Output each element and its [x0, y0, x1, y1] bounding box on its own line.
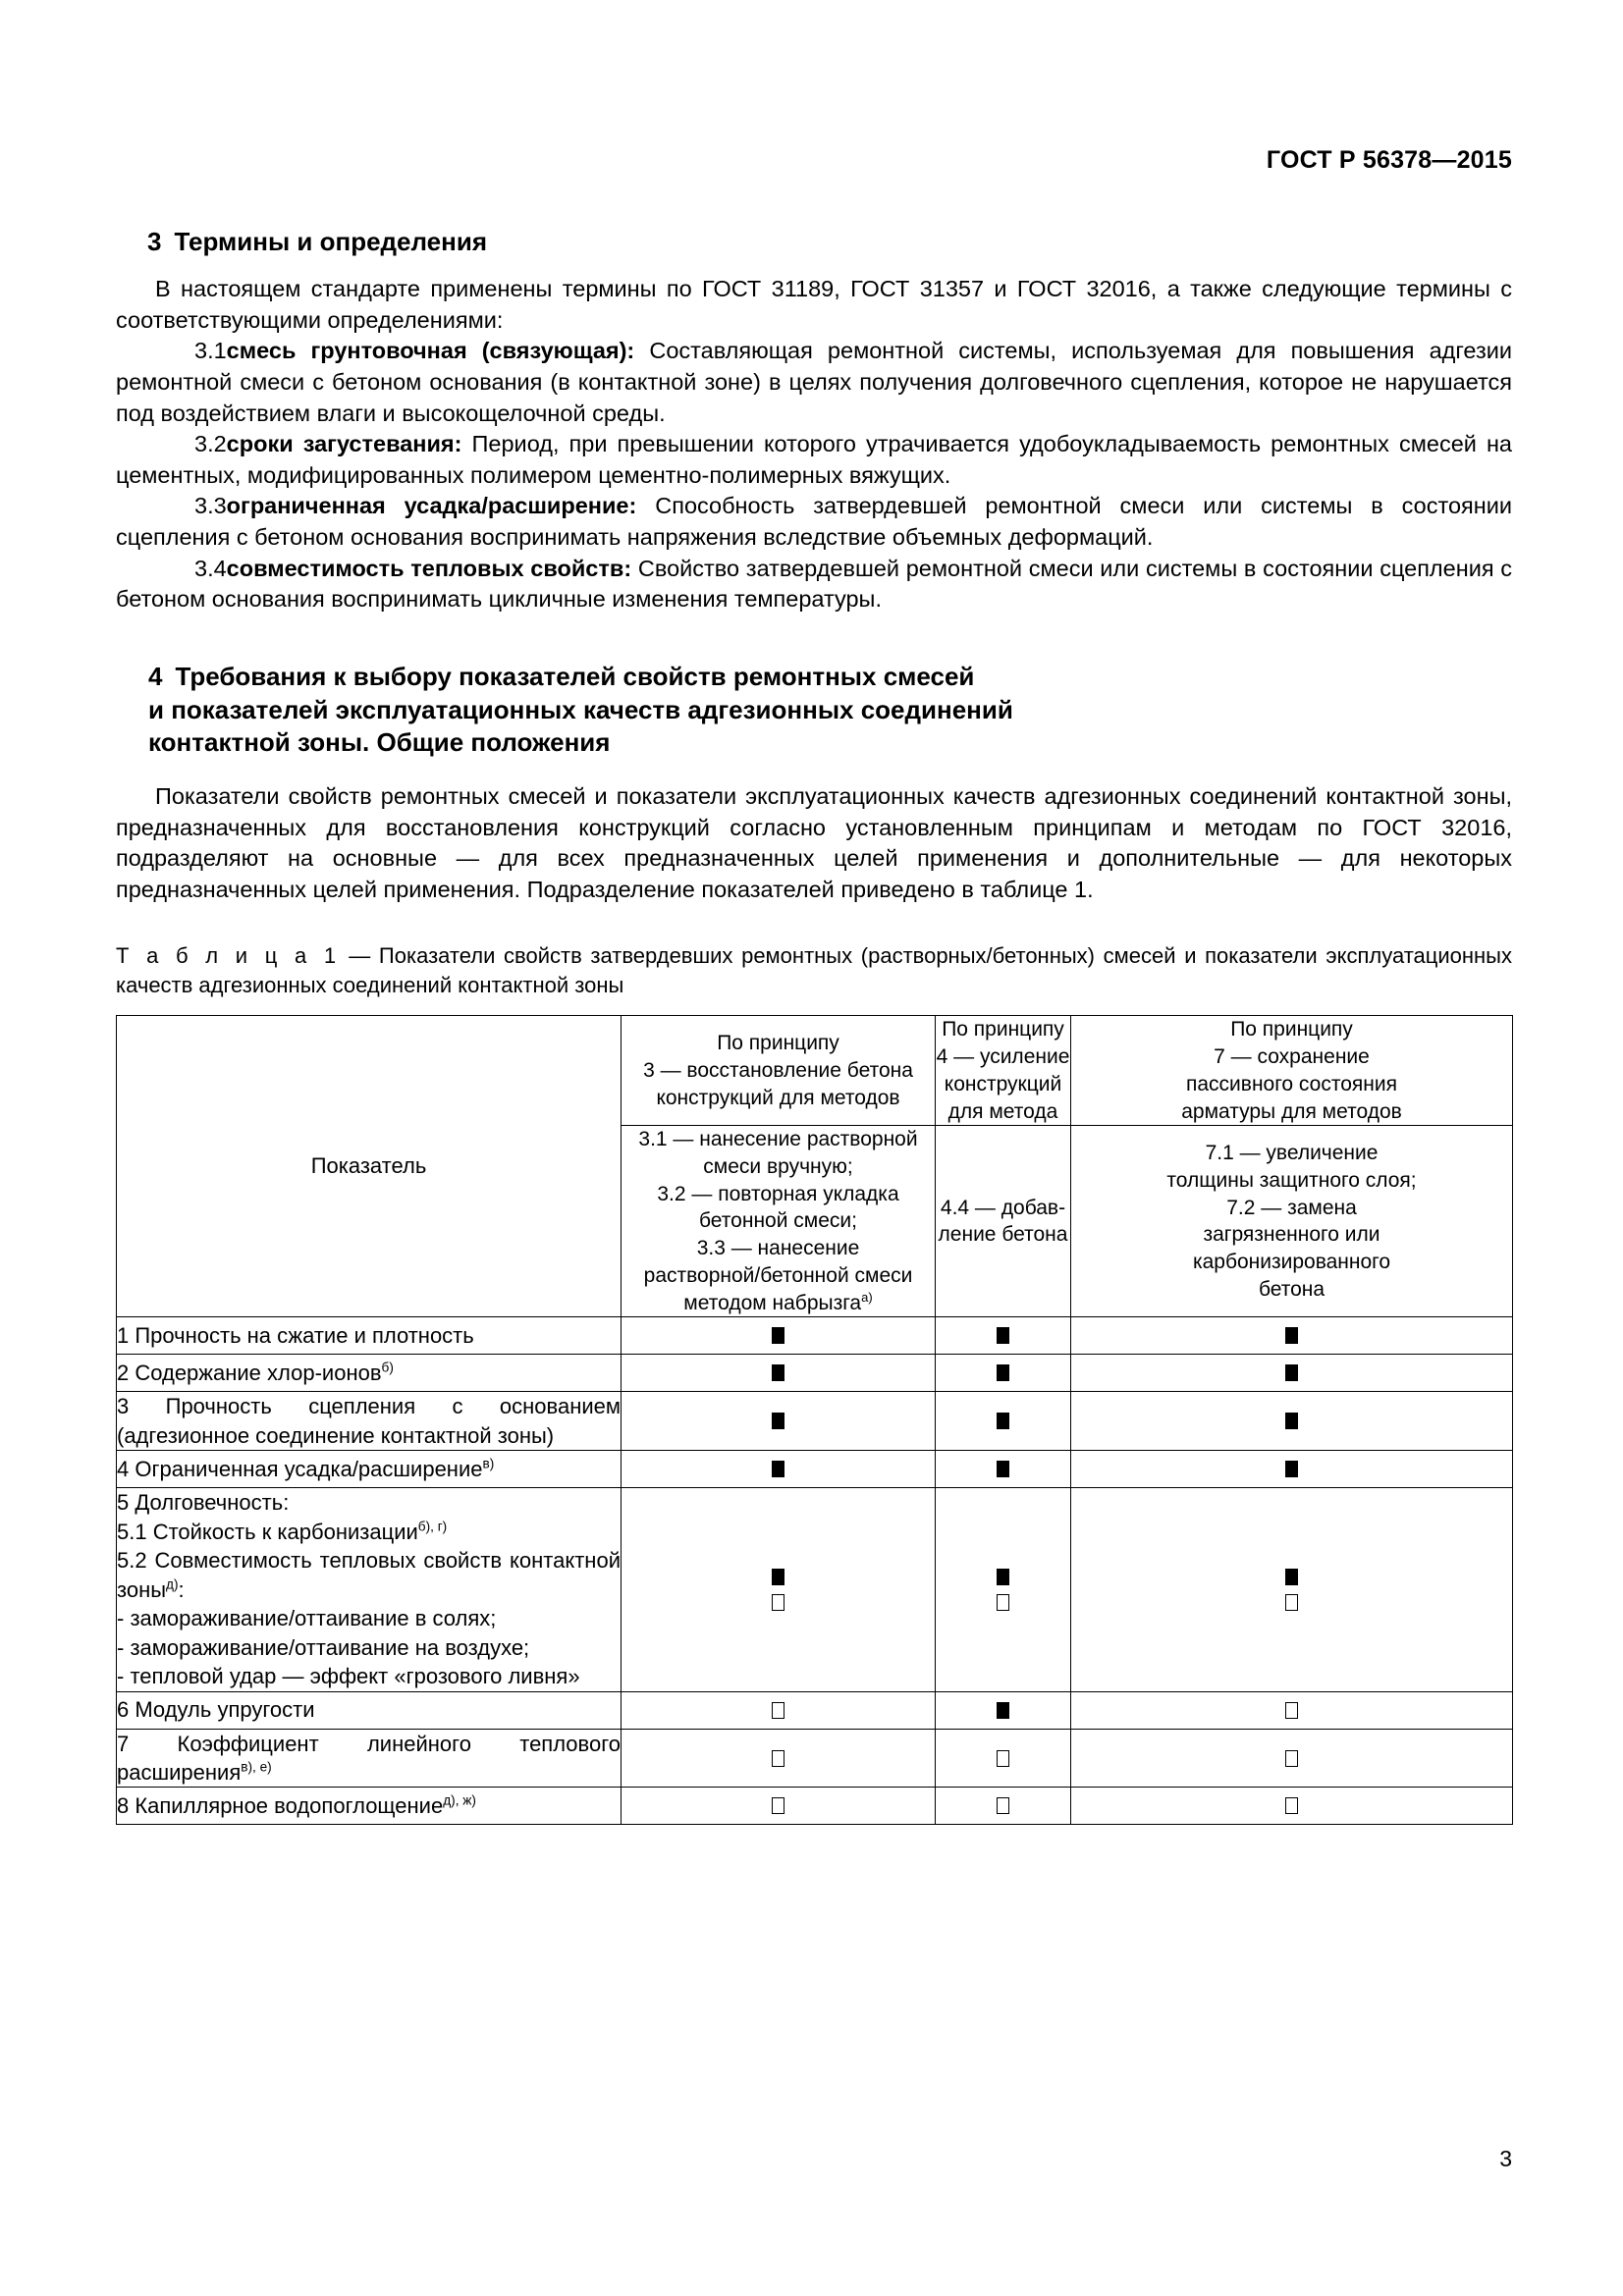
- heading-section-4-title-line3: контактной зоны. Общие положения: [148, 727, 611, 758]
- row-4-mark-principle-4: [936, 1451, 1071, 1488]
- term-3-1-name: смесь грунтовочная (связующая):: [226, 338, 635, 364]
- row-6-mark-principle-7: [1071, 1691, 1513, 1729]
- heading-section-3: [116, 226, 1512, 259]
- term-3-2-number: 3.2: [194, 431, 227, 457]
- row-4-label: 4 Ограниченная усадка/расширение$^{в)}$: [117, 1451, 622, 1488]
- table-header-principle-4: По принципу 4 — усиление конструкций для метода: [936, 1016, 1071, 1126]
- term-3-2: [116, 429, 1512, 491]
- table-header-row-principles: [117, 1016, 1513, 1126]
- row-4-mark-principle-3: [622, 1451, 936, 1488]
- mark-empty-icon: [772, 1594, 784, 1611]
- row-3-mark-principle-4: [936, 1392, 1071, 1451]
- mark-empty-icon: [772, 1750, 784, 1767]
- heading-section-4: [116, 661, 1512, 760]
- term-3-4-number: 3.4: [194, 555, 227, 581]
- footnote-ref-ve: в), е): [241, 1759, 272, 1775]
- term-3-2-definition: Период, при превышении которого утрачивается удобоукладываемость ремонтных смесей на цементных, модифицированных полимером цементно-полимерных вяжущих.: [116, 431, 1512, 488]
- heading-section-3-title: Термины и определения: [174, 226, 487, 256]
- mark-empty-icon: [1285, 1594, 1298, 1611]
- mark-filled-icon: [997, 1702, 1009, 1719]
- mark-empty-icon: [997, 1594, 1009, 1611]
- footnote-ref-dzh: д), ж): [443, 1792, 476, 1808]
- section-3-intro: В настоящем стандарте применены термины по ГОСТ 31189, ГОСТ 31357 и ГОСТ 32016, а также следующие термины с соответствующими определениями:: [116, 276, 1512, 333]
- mark-filled-icon: [997, 1327, 1009, 1344]
- mark-empty-icon: [1285, 1750, 1298, 1767]
- table-1-caption: [116, 941, 1512, 1000]
- table-row: [117, 1392, 1513, 1451]
- row-5-mark-principle-4: [936, 1488, 1071, 1691]
- mark-empty-icon: [1285, 1797, 1298, 1814]
- row-1-mark-principle-4: [936, 1317, 1071, 1355]
- row-5-mark-principle-7: [1071, 1488, 1513, 1691]
- footnote-ref-a: а): [861, 1289, 873, 1305]
- row-6-mark-principle-4: [936, 1691, 1071, 1729]
- page-content: [116, 147, 1512, 1825]
- row-5-mark-principle-3: [622, 1488, 936, 1691]
- table-header-methods-3: 3.1 — нанесение растворной смеси вручную; 3.2 — повторная укладка бетонной смеси; 3.3 — нанесение растворной/бетонной смеси методом набрызга$^{а)}$: [622, 1126, 936, 1317]
- term-3-3-definition: Способность затвердевшей ремонтной смеси или системы в состоянии сцепления с бетоном основания воспринимать напряжения вследствие объемных деформаций.: [116, 493, 1513, 551]
- document-header-standard-id: ГОСТ Р 56378—2015: [1266, 146, 1512, 174]
- footnote-ref-v: в): [482, 1456, 495, 1471]
- table-1: [116, 1015, 1513, 1825]
- mark-filled-icon: [772, 1364, 784, 1381]
- row-8-mark-principle-3: [622, 1788, 936, 1825]
- row-2-label: 2 Содержание хлор-ионов$^{б)}$: [117, 1355, 622, 1392]
- term-3-3-name: ограниченная усадка/расширение:: [226, 493, 637, 519]
- mark-filled-icon: [772, 1413, 784, 1429]
- table-1-caption-text: Показатели свойств затвердевших ремонтных (растворных/бетонных) смесей и показатели эксплуатационных качеств адгезионных соединений контактной зоны: [116, 942, 1512, 997]
- mark-filled-icon: [997, 1461, 1009, 1477]
- row-3-mark-principle-3: [622, 1392, 936, 1451]
- mark-filled-icon: [1285, 1327, 1298, 1344]
- table-row: [117, 1691, 1513, 1729]
- row-2-mark-principle-7: [1071, 1355, 1513, 1392]
- term-3-4: [116, 554, 1512, 615]
- row-8-mark-principle-7: [1071, 1788, 1513, 1825]
- row-1-label: 1 Прочность на сжатие и плотность: [117, 1317, 622, 1355]
- mark-filled-icon: [772, 1569, 784, 1585]
- row-6-label: 6 Модуль упругости: [117, 1691, 622, 1729]
- term-3-3-number: 3.3: [194, 493, 227, 519]
- mark-empty-icon: [772, 1797, 784, 1814]
- table-header-indicator: Показатель: [117, 1016, 622, 1317]
- row-6-mark-principle-3: [622, 1691, 936, 1729]
- mark-empty-icon: [772, 1702, 784, 1719]
- table-row: [117, 1729, 1513, 1788]
- term-3-1: [116, 336, 1512, 429]
- footnote-ref-bg: б), г): [417, 1519, 448, 1534]
- term-3-1-number: 3.1: [194, 338, 227, 364]
- mark-filled-icon: [1285, 1569, 1298, 1585]
- footnote-ref-d: д): [166, 1576, 179, 1592]
- row-7-mark-principle-4: [936, 1729, 1071, 1788]
- term-3-1-definition: Составляющая ремонтной системы, используемая для повышения адгезии ремонтной смеси с бетоном основания (в контактной зоне) в целях получения долговечного сцепления, которое не нарушается под воздействием влаги и высокощелочной среды.: [116, 338, 1513, 426]
- row-2-mark-principle-3: [622, 1355, 936, 1392]
- row-2-mark-principle-4: [936, 1355, 1071, 1392]
- mark-filled-icon: [1285, 1364, 1298, 1381]
- term-3-4-name: совместимость тепловых свойств:: [226, 555, 632, 581]
- term-3-2-name: сроки загустевания:: [226, 431, 462, 457]
- table-header-principle-3: По принципу 3 — восстановление бетона конструкций для методов: [622, 1016, 936, 1126]
- table-header-principle-7: По принципу 7 — сохранение пассивного состояния арматуры для методов: [1071, 1016, 1513, 1126]
- table-row: [117, 1451, 1513, 1488]
- table-row: [117, 1488, 1513, 1691]
- heading-section-3-number: 3: [147, 226, 162, 256]
- table-1-caption-dash: —: [340, 942, 379, 968]
- row-1-mark-principle-7: [1071, 1317, 1513, 1355]
- table-header-methods-4: 4.4 — добав- ление бетона: [936, 1126, 1071, 1317]
- table-row: [117, 1317, 1513, 1355]
- mark-filled-icon: [1285, 1461, 1298, 1477]
- row-3-mark-principle-7: [1071, 1392, 1513, 1451]
- term-3-4-definition: Свойство затвердевшей ремонтной смеси или системы в состоянии сцепления с бетоном основания воспринимать цикличные изменения температуры.: [116, 555, 1513, 613]
- heading-section-4-title-line2: и показателей эксплуатационных качеств адгезионных соединений: [148, 694, 1013, 724]
- footnote-ref-b: б): [381, 1360, 394, 1375]
- row-1-mark-principle-3: [622, 1317, 936, 1355]
- section-4-paragraph: Показатели свойств ремонтных смесей и показатели эксплуатационных качеств адгезионных соединений контактной зоны, предназначенных для восстановления конструкций согласно установленным принципам и методам по ГОСТ 32016, подразделяют на основные — для всех предназначенных целей применения и дополнительные — для некоторых предназначенных целей применения. Подразделение показателей приведено в таблице 1.: [116, 783, 1512, 902]
- mark-filled-icon: [997, 1364, 1009, 1381]
- mark-filled-icon: [997, 1413, 1009, 1429]
- mark-filled-icon: [772, 1461, 784, 1477]
- table-1-caption-label: Т а б л и ц а 1: [116, 942, 341, 968]
- row-8-label: 8 Капиллярное водопоглощение$^{д), ж)}$: [117, 1788, 622, 1825]
- page-number: 3: [1499, 2146, 1512, 2171]
- table-header-methods-7: 7.1 — увеличение толщины защитного слоя; 7.2 — замена загрязненного или карбонизированного бетона: [1071, 1126, 1513, 1317]
- heading-section-4-title-line1: Требования к выбору показателей свойств ремонтных смесей: [175, 661, 975, 691]
- row-7-label: 7 Коэффициент линейного теплового расширения$^{в), е)}$: [117, 1729, 622, 1788]
- mark-empty-icon: [997, 1750, 1009, 1767]
- term-3-3: [116, 491, 1512, 553]
- mark-filled-icon: [997, 1569, 1009, 1585]
- table-row: [117, 1788, 1513, 1825]
- row-4-mark-principle-7: [1071, 1451, 1513, 1488]
- row-3-label: 3 Прочность сцепления с основанием (адгезионное соединение контактной зоны): [117, 1392, 622, 1451]
- table-row: [117, 1355, 1513, 1392]
- mark-empty-icon: [1285, 1702, 1298, 1719]
- heading-section-4-number: 4: [148, 661, 163, 691]
- row-5-label: 5 Долговечность: 5.1 Стойкость к карбонизации$^{б), г)}$ 5.2 Совместимость тепловых свойств контактной зоны$^{д)}$: - замораживание/оттаивание в солях; - замораживание/оттаивание на воздухе; - тепловой удар — эффект «грозового ливня»: [117, 1488, 622, 1691]
- row-7-mark-principle-7: [1071, 1729, 1513, 1788]
- row-8-mark-principle-4: [936, 1788, 1071, 1825]
- mark-filled-icon: [772, 1327, 784, 1344]
- mark-empty-icon: [997, 1797, 1009, 1814]
- mark-filled-icon: [1285, 1413, 1298, 1429]
- row-7-mark-principle-3: [622, 1729, 936, 1788]
